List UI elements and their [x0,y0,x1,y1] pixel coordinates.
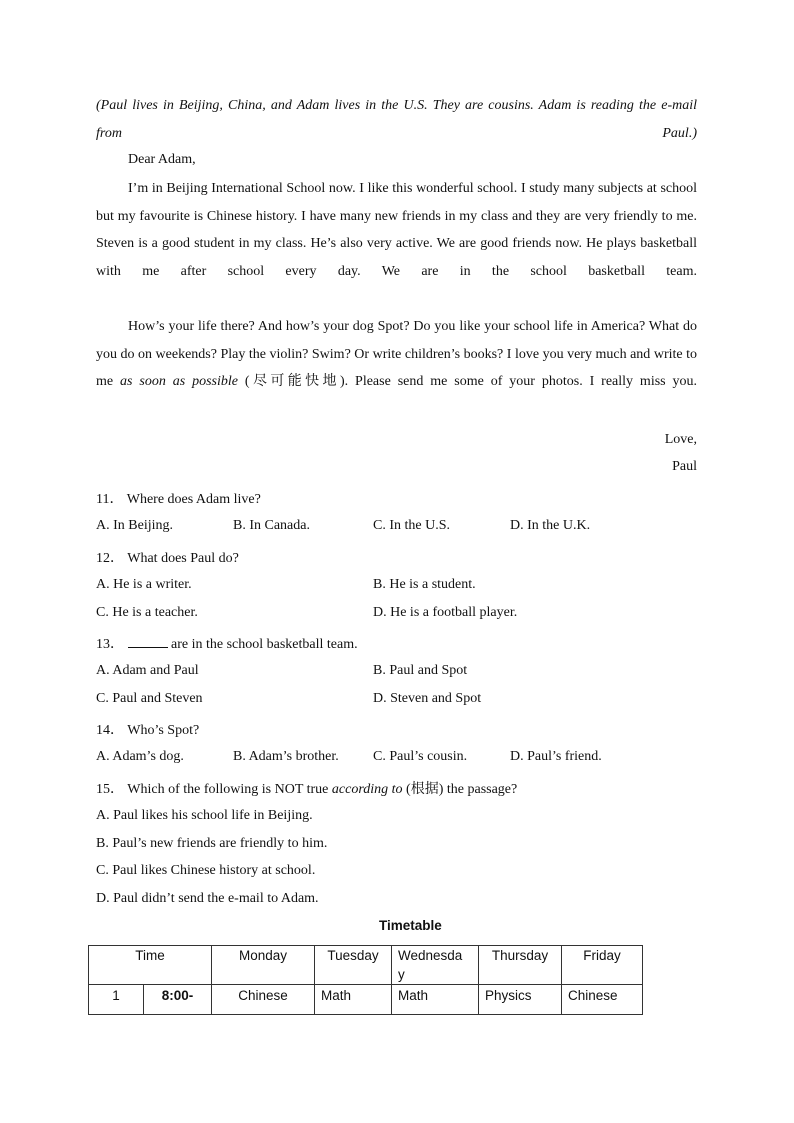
monday-subject: Chinese [212,985,315,1015]
question-11-stem: 11． Where does Adam live? [96,492,261,507]
timetable [88,945,643,1015]
question-13-option-d[interactable]: D. Steven and Spot [373,691,482,706]
question-15-stem [96,778,517,798]
question-12-option-b[interactable]: B. He is a student. [373,577,476,592]
question-11-option-c[interactable]: C. In the U.S. [373,518,450,533]
passage-paragraph-1: I’m in Beijing International School now. I like this wonderful school. I study many subjects at school but my favourite is Chinese history. I have many new friends in my class and they are very friendly to me. Steven is a good student in my class. He’s also very active. We are good friends now. He plays basketball with me after school every day. We are in the school basketball team. [96,181,697,279]
passage-paragraph-2 [96,313,697,396]
question-11-option-b[interactable]: B. In Canada. [233,518,310,533]
wednesday-subject: Math [392,985,479,1015]
salutation: Dear Adam, [128,152,196,167]
header-thursday: Thursday [479,946,562,985]
paragraph-2-chinese-gloss: (尽可能快地) [237,374,345,390]
signature: Paul [672,459,697,474]
closing: Love, [664,432,697,447]
answer-blank [128,635,168,648]
question-11-option-d[interactable]: D. In the U.K. [510,518,591,533]
thursday-subject: Physics [479,985,562,1015]
header-wednesday: Wednesda y [392,946,479,985]
question-13-option-a[interactable]: A. Adam and Paul [96,663,199,678]
question-14-option-b[interactable]: B. Adam’s brother. [233,749,339,764]
question-14-stem: 14． Who’s Spot? [96,723,200,738]
question-15-option-d[interactable]: D. Paul didn’t send the e-mail to Adam. [96,891,319,906]
passage-intro: (Paul lives in Beijing, China, and Adam lives in the U.S. They are cousins. Adam is reading the e-mail from Paul.) [96,98,697,141]
question-15-option-a[interactable]: A. Paul likes his school life in Beijing. [96,808,313,823]
question-13-text: are in the school basketball team. [171,637,358,652]
question-14-option-d[interactable]: D. Paul’s friend. [510,749,602,764]
timetable-title: Timetable [379,918,442,933]
question-12-stem: 12． What does Paul do? [96,551,239,566]
header-tuesday: Tuesday [315,946,392,985]
tuesday-subject: Math [315,985,392,1015]
question-15-option-c[interactable]: C. Paul likes Chinese history at school. [96,863,316,878]
period-time: 8:00- [144,985,212,1015]
paragraph-2-text-a: How’s your life there? And how’s your dog Spot? Do you like your school life in America? What do you do on weekends? Play the violin? Swim? Or write children’s books? I love you very much and write to me [96,319,697,390]
question-11-option-a[interactable]: A. In Beijing. [96,518,173,533]
question-12-option-c[interactable]: C. He is a teacher. [96,605,198,620]
question-12-option-a[interactable]: A. He is a writer. [96,577,192,592]
question-14-option-a[interactable]: A. Adam’s dog. [96,749,184,764]
question-13-option-c[interactable]: C. Paul and Steven [96,691,203,706]
paragraph-2-italic: as soon as possible [120,374,238,390]
question-15-option-b[interactable]: B. Paul’s new friends are friendly to him. [96,836,328,851]
question-15-text-a: 15． Which of the following is NOT true [96,782,332,797]
question-15-text-b: the passage? [443,782,518,797]
timetable-row-1 [89,985,643,1015]
question-12-option-d[interactable]: D. He is a football player. [373,605,518,620]
question-14-option-c[interactable]: C. Paul’s cousin. [373,749,468,764]
friday-subject: Chinese [562,985,643,1015]
timetable-header-row [89,946,643,985]
question-13-option-b[interactable]: B. Paul and Spot [373,663,468,678]
question-15-italic: according to [331,782,403,797]
question-15-chinese-gloss: (根据) [402,782,444,797]
period-number: 1 [89,985,144,1015]
question-13-stem [96,633,358,653]
question-13-number: 13． [96,637,124,652]
header-monday: Monday [212,946,315,985]
header-friday: Friday [562,946,643,985]
paragraph-2-text-b: . Please send me some of your photos. I really miss you. [344,374,698,390]
header-time: Time [89,946,212,985]
